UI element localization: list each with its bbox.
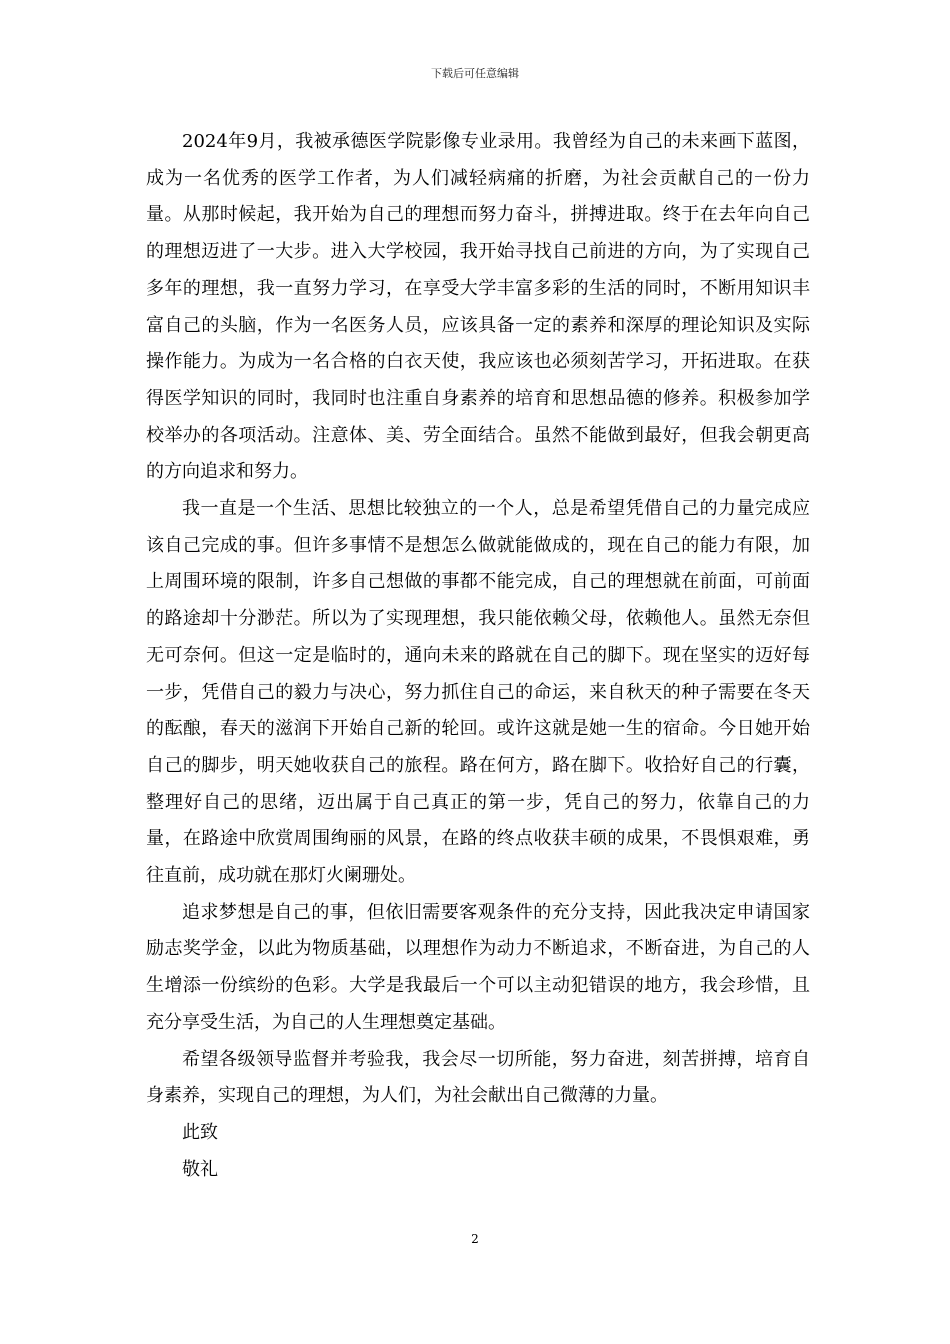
paragraph-scholarship: 追求梦想是自己的事，但依旧需要客观条件的充分支持，因此我决定申请国家励志奖学金，以此为物质基础，以理想作为动力不断追求，不断奋进，为自己的人生增添一份缤纷的色彩。大学是我最后一个可以主动犯错误的地方，我会珍惜，且充分享受生活，为自己的人生理想奠定基础。 bbox=[146, 901, 810, 1033]
paragraph-admission: 2024年9月，我被承德医学院影像专业录用。我曾经为自己的未来画下蓝图，成为一名优秀的医学工作者，为人们减轻病痛的折磨，为社会贡献自己的一份力量。从那时候起，我开始为自己的理想而努力奋斗，拼搏进取。终于在去年向自己的理想迈进了一大步。进入大学校园，我开始寻找自己前进的方向，为了实现自己多年的理想，我一直努力学习，在享受大学丰富多彩的生活的同时，不断用知识丰富自己的头脑，作为一名医务人员，应该具备一定的素养和深厚的理论知识及实际操作能力。为成为一名合格的白衣天使，我应该也必须刻苦学习，开拓进取。在获得医学知识的同时，我同时也注重自身素养的培育和思想品德的修养。积极参加学校举办的各项活动。注意体、美、劳全面结合。虽然不能做到最好，但我会朝更高的方向追求和努力。 bbox=[146, 131, 810, 483]
letter-body bbox=[146, 124, 810, 1188]
paragraph-request: 希望各级领导监督并考验我，我会尽一切所能，努力奋进，刻苦拼搏，培育自身素养，实现自己的理想，为人们，为社会献出自己微薄的力量。 bbox=[146, 1048, 810, 1107]
closing-salutation: 此致 bbox=[182, 1121, 218, 1143]
page-number: 2 bbox=[471, 1232, 479, 1246]
page-header: 下载后可任意编辑 bbox=[431, 67, 519, 80]
closing-regards: 敬礼 bbox=[182, 1158, 218, 1180]
paragraph-independence: 我一直是一个生活、思想比较独立的一个人，总是希望凭借自己的力量完成应该自己完成的事。但许多事情不是想怎么做就能做成的，现在自己的能力有限，加上周围环境的限制，许多自己想做的事都不能完成，自己的理想就在前面，可前面的路途却十分渺茫。所以为了实现理想，我只能依赖父母，依赖他人。虽然无奈但无可奈何。但这一定是临时的，通向未来的路就在自己的脚下。现在坚实的迈好每一步，凭借自己的毅力与决心，努力抓住自己的命运，来自秋天的种子需要在冬天的酝酿，春天的滋润下开始自己新的轮回。或许这就是她一生的宿命。今日她开始自己的脚步，明天她收获自己的旅程。路在何方，路在脚下。收拾好自己的行囊，整理好自己的思绪，迈出属于自己真正的第一步，凭自己的努力，依靠自己的力量，在路途中欣赏周围绚丽的风景，在路的终点收获丰硕的成果，不畏惧艰难，勇往直前，成功就在那灯火阑珊处。 bbox=[146, 498, 810, 887]
